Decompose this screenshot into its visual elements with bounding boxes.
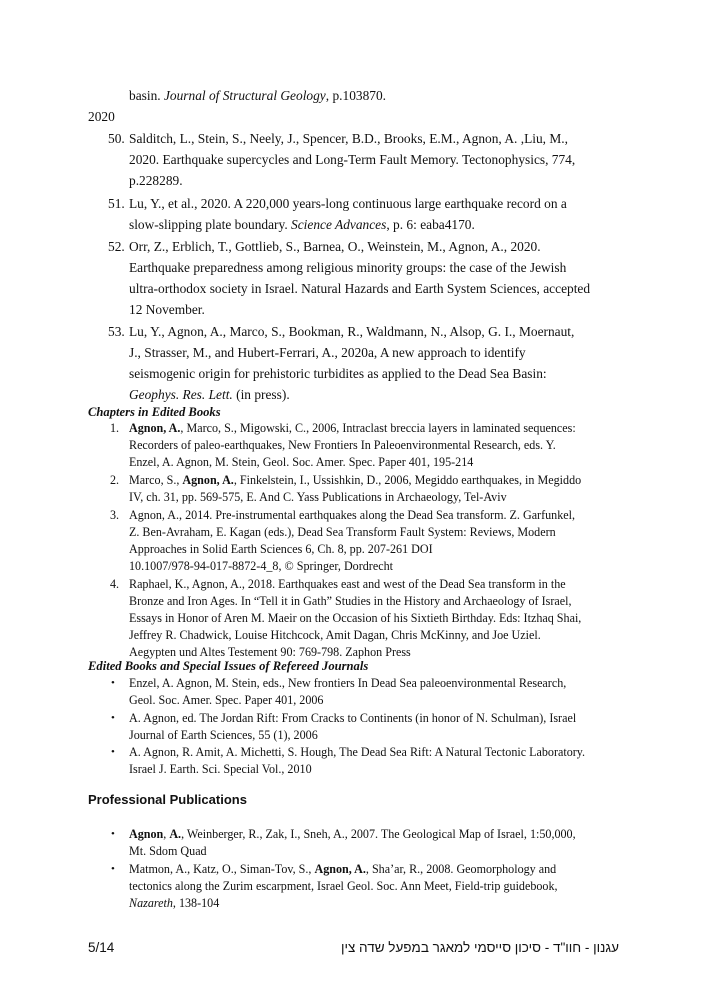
chapter-text: Essays in Honor of Aren M. Maeir on the Occasion of his Sixtieth Birthday. Eds: Itzhaq Shai, [129,611,582,625]
ref-text: seismogenic origin for prehistoric turbidites as applied to the Dead Sea Basin: [129,366,547,381]
continuation-line: basin. Journal of Structural Geology, p.103870. [129,88,387,103]
footer-title: עגנון - חוו"ד - סיכון סייסמי למאגר במפעל שדה צין [340,940,619,955]
ref-text: Salditch, L., Stein, S., Neely, J., Spencer, B.D., Brooks, E.M., Agnon, A. ,Liu, M., [129,131,568,146]
professional-text: Mt. Sdom Quad [129,844,207,858]
ref-text: ultra-orthodox society in Israel. Natural Hazards and Earth System Sciences, accepted [129,281,591,296]
chapter-number: 4. [110,577,120,591]
bullet: • [111,746,115,758]
ref-text: J., Strasser, M., and Hubert-Ferrari, A., 2020a, A new approach to identify [129,345,526,360]
ref-number: 53. [108,324,125,339]
chapter-text: Bronze and Iron Ages. In “Tell it in Gath” Studies in the History and Archaeology of Israel, [129,594,572,608]
ref-number: 51. [108,196,125,211]
edited-text: Geol. Soc. Amer. Spec. Paper 401, 2006 [129,693,324,707]
chapter-text: Agnon, A., Marco, S., Migowski, C., 2006, Intraclast breccia layers in laminated sequences: [129,421,576,435]
bullet: • [111,677,115,689]
ref-number: 52. [108,239,125,254]
ref-text: Lu, Y., Agnon, A., Marco, S., Bookman, R., Waldmann, N., Alsop, G. I., Moernaut, [129,324,575,339]
chapter-text: Enzel, A. Agnon, M. Stein, Geol. Soc. Amer. Spec. Paper 401, 195-214 [129,455,474,469]
chapter-text: Z. Ben-Avraham, E. Kagan (eds.), Dead Sea Transform Fault System: Reviews, Modern [129,525,556,539]
section-heading-chapters: Chapters in Edited Books [88,405,221,419]
ref-text: Geophys. Res. Lett. (in press). [129,387,290,402]
chapter-text: Approaches in Solid Earth Sciences 6, Ch. 8, pp. 207-261 DOI [129,542,433,556]
bullet: • [111,828,115,840]
edited-text: Israel J. Earth. Sci. Special Vol., 2010 [129,762,312,776]
chapter-text: Marco, S., Agnon, A., Finkelstein, I., Ussishkin, D., 2006, Megiddo earthquakes, in Megiddo [129,473,582,487]
chapter-number: 1. [110,421,120,435]
ref-text: 2020. Earthquake supercycles and Long-Term Fault Memory. Tectonophysics, 774, [129,152,576,167]
ref-text: slow-slipping plate boundary. Science Advances, p. 6: eaba4170. [129,217,475,232]
edited-text: Enzel, A. Agnon, M. Stein, eds., New frontiers In Dead Sea paleoenvironmental Research, [129,676,567,690]
chapter-text: Raphael, K., Agnon, A., 2018. Earthquakes east and west of the Dead Sea transform in the [129,577,566,591]
bullet: • [111,712,115,724]
page-number: 5/14 [88,940,115,955]
edited-text: Journal of Earth Sciences, 55 (1), 2006 [129,728,318,742]
ref-text: p.228289. [129,173,183,188]
chapter-number: 2. [110,473,120,487]
ref-text: Earthquake preparedness among religious minority groups: the case of the Jewish [129,260,567,275]
chapter-text: Jeffrey R. Chadwick, Louise Hitchcock, Amit Dagan, Chris McKinny, and Joe Uziel. [129,628,541,642]
chapter-text: Aegypten und Altes Testement 90: 769-798. Zaphon Press [129,645,411,659]
edited-text: A. Agnon, ed. The Jordan Rift: From Cracks to Continents (in honor of N. Schulman), Israel [129,711,577,725]
chapter-number: 3. [110,508,120,522]
section-heading-edited: Edited Books and Special Issues of Refereed Journals [88,659,369,673]
chapter-text: Agnon, A., 2014. Pre-instrumental earthquakes along the Dead Sea transform. Z. Garfunkel, [129,508,576,522]
professional-text: Nazareth, 138-104 [129,896,220,910]
ref-text: Orr, Z., Erblich, T., Gottlieb, S., Barnea, O., Weinstein, M., Agnon, A., 2020. [129,239,541,254]
ref-text: 12 November. [129,302,205,317]
professional-text: tectonics along the Zurim escarpment, Israel Geol. Soc. Ann Meet, Field-trip guidebook, [129,879,558,893]
bullet: • [111,863,115,875]
chapter-text: IV, ch. 31, pp. 569-575, E. And C. Yass Publications in Archaeology, Tel-Aviv [129,490,507,504]
year-heading: 2020 [88,109,115,124]
ref-text: Lu, Y., et al., 2020. A 220,000 years-long continuous large earthquake record on a [129,196,567,211]
professional-text: Matmon, A., Katz, O., Siman-Tov, S., Agnon, A., Sha’ar, R., 2008. Geomorphology and [129,862,557,876]
chapter-text: 10.1007/978-94-017-8872-4_8, © Springer, Dordrecht [129,559,393,573]
edited-text: A. Agnon, R. Amit, A. Michetti, S. Hough, The Dead Sea Rift: A Natural Tectonic Laboratory. [129,745,586,759]
section-heading-professional: Professional Publications [88,792,247,807]
ref-number: 50. [108,131,125,146]
chapter-text: Recorders of paleo-earthquakes, New Frontiers In Paleoenvironmental Research, eds. Y. [129,438,556,452]
professional-text: Agnon, A., Weinberger, R., Zak, I., Sneh, A., 2007. The Geological Map of Israel, 1:50,000, [129,827,576,841]
